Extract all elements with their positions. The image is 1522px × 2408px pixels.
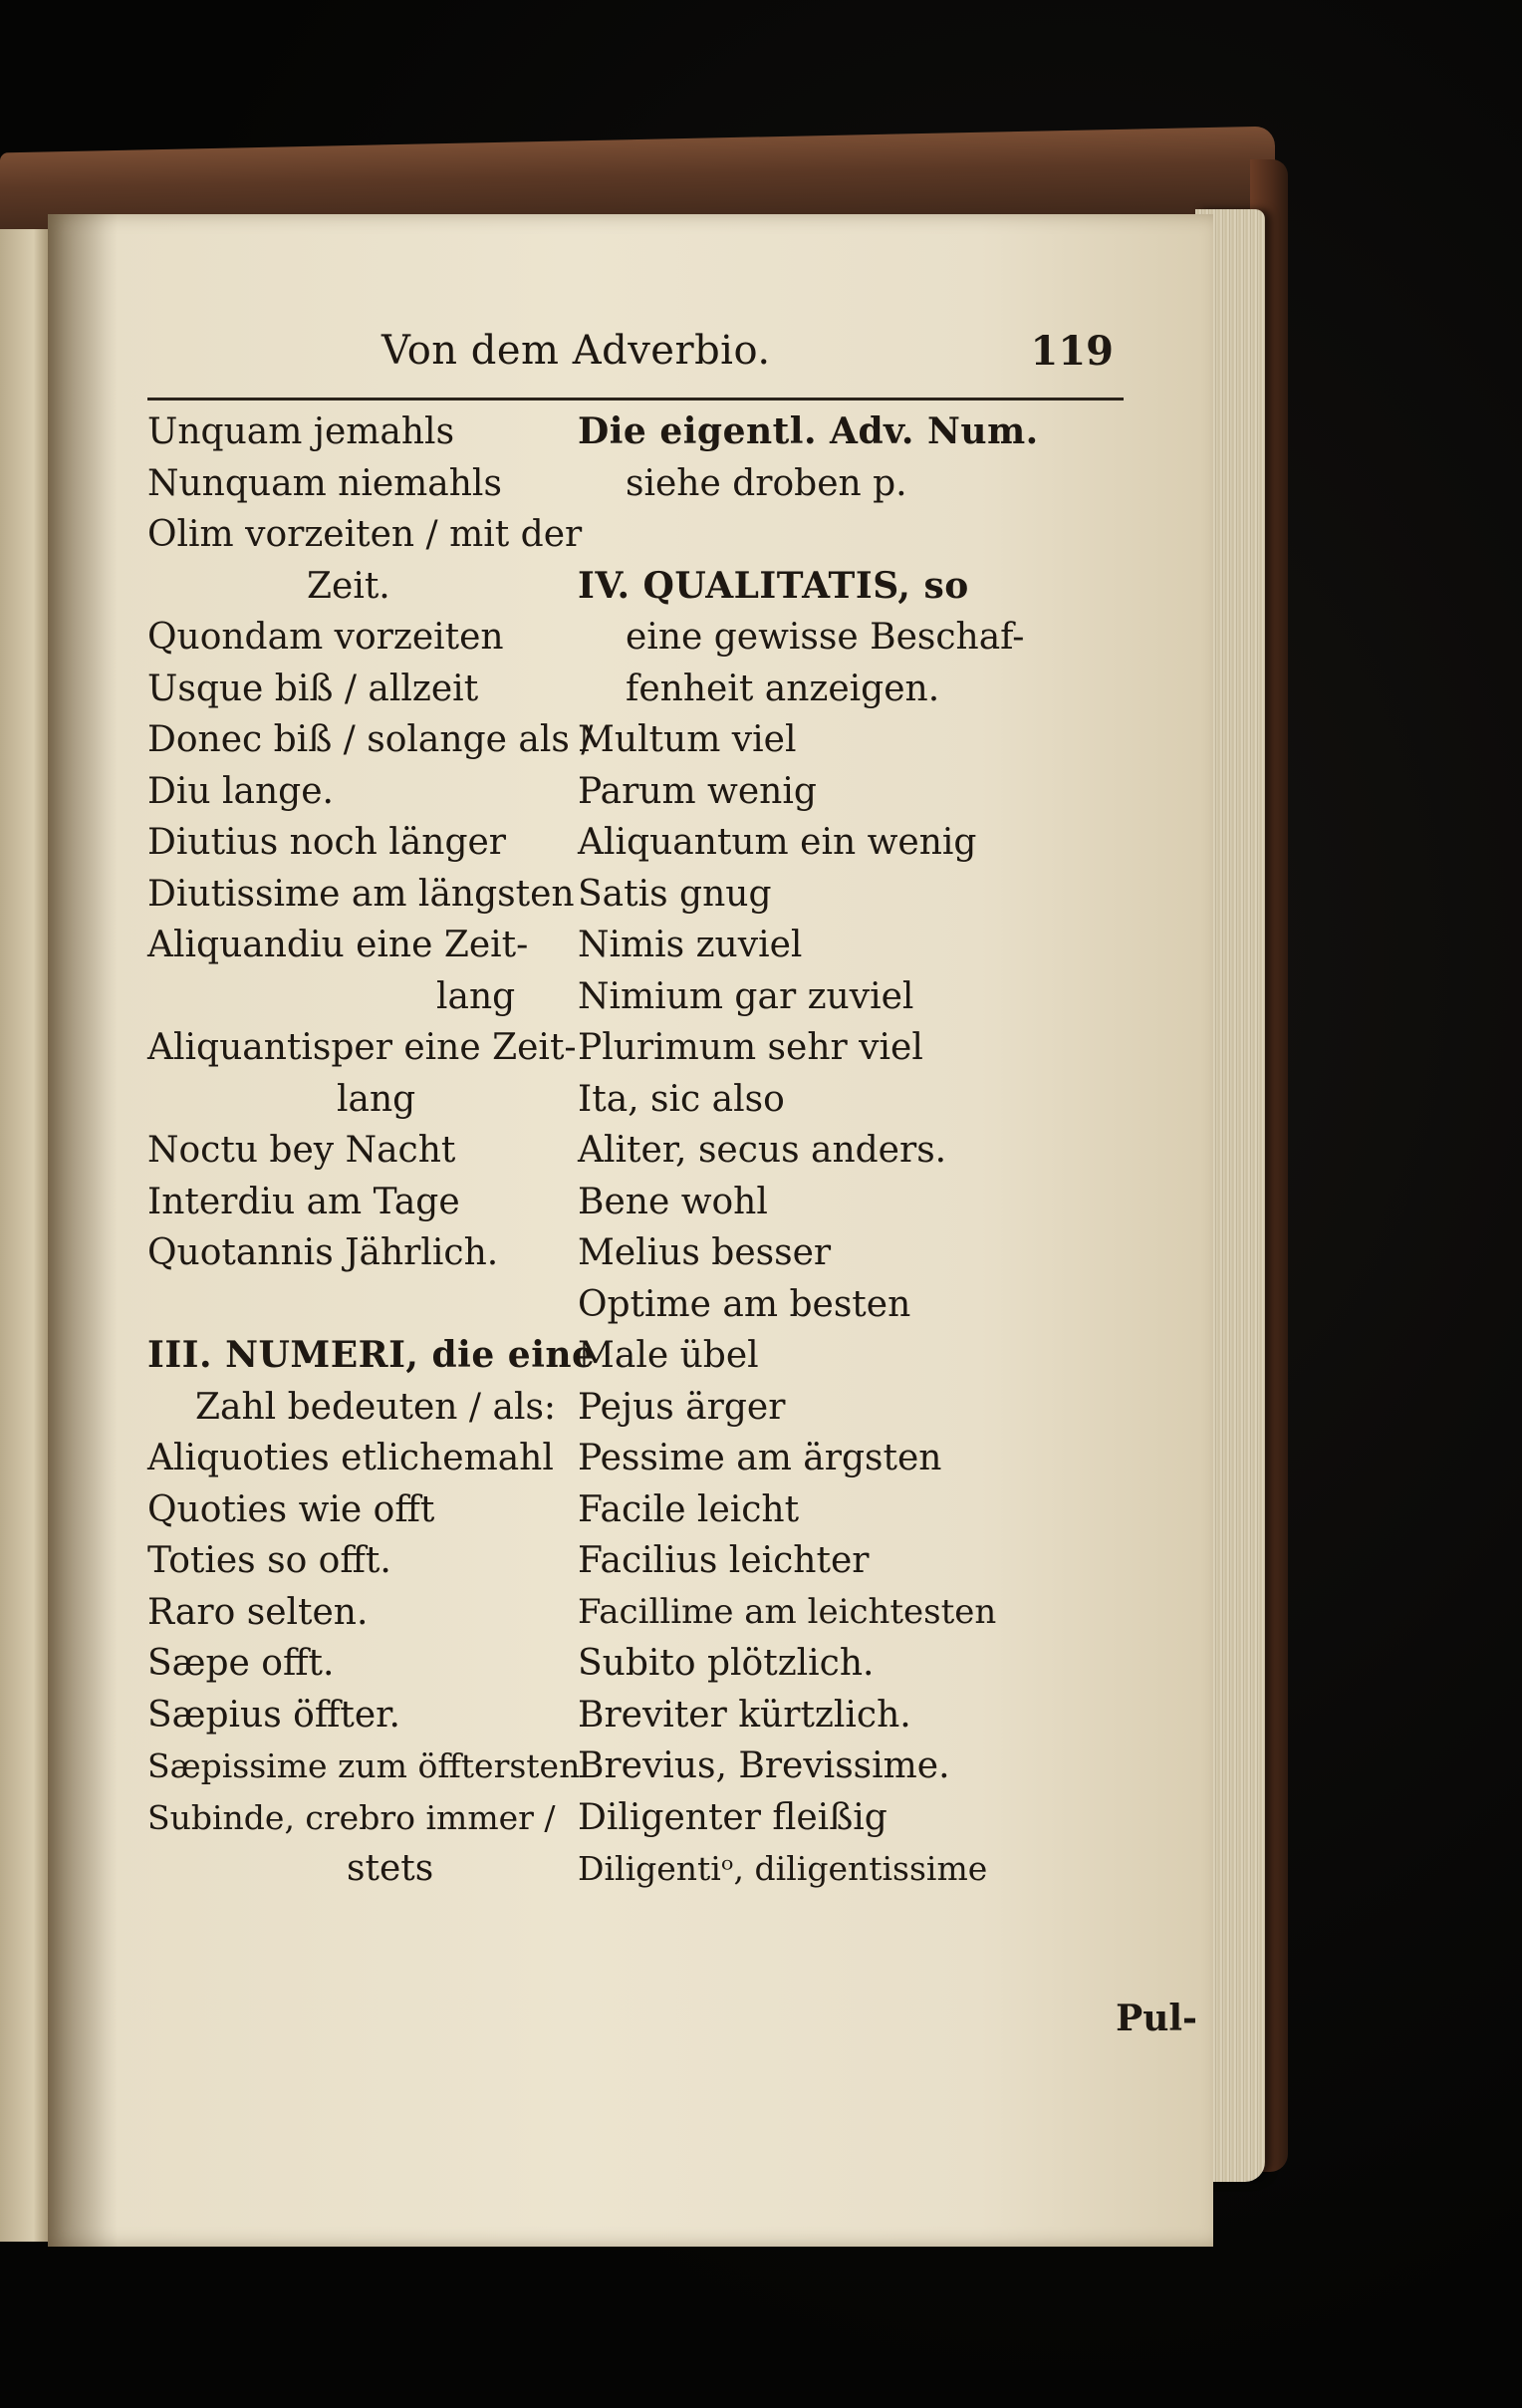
left-line: Donec biß / solange als /: [147, 719, 594, 760]
left-line: Olim vorzeiten / mit der: [147, 514, 583, 555]
left-line: Nunquam niemahls: [147, 462, 502, 504]
right-line-blank: [578, 509, 1136, 561]
left-line-blank: [147, 1279, 576, 1331]
right-line: fenheit anzeigen.: [626, 668, 940, 709]
left-line: Raro selten.: [147, 1591, 369, 1633]
left-line: Diu lange.: [147, 770, 334, 812]
left-line: Aliquandiu eine Zeit-: [147, 925, 529, 965]
page-header: [147, 324, 1124, 401]
right-line: Diligentiᵒ, diligentissime: [578, 1849, 988, 1888]
book-page: [48, 214, 1213, 2247]
text-columns: [147, 406, 1124, 1961]
page-content: [147, 324, 1124, 1961]
right-line: Plurimum sehr viel: [578, 1027, 923, 1068]
left-line: lang: [337, 1078, 416, 1120]
right-line: Aliter, secus anders.: [578, 1130, 947, 1171]
left-line: Diutius noch länger: [147, 822, 507, 863]
right-line: siehe droben p.: [626, 462, 907, 504]
running-title: Von dem Adverbio.: [381, 328, 771, 374]
left-line: Aliquantisper eine Zeit-: [147, 1027, 577, 1068]
right-line: Brevius, Brevissime.: [578, 1745, 950, 1786]
left-line: stets: [347, 1848, 434, 1889]
right-line: Facillime am leichtesten: [578, 1591, 997, 1632]
left-line: Zahl bedeuten / als:: [195, 1386, 557, 1428]
left-line: Quotannis Jährlich.: [147, 1232, 499, 1273]
right-line: Satis gnug: [578, 873, 772, 915]
right-line: Bene wohl: [578, 1181, 768, 1222]
right-line: Ita, sic also: [578, 1078, 785, 1120]
right-line: Die eigentl. Adv. Num.: [578, 410, 1039, 452]
left-line: Quoties wie offt: [147, 1488, 435, 1530]
left-line: Usque biß / allzeit: [147, 668, 479, 709]
left-line: Quondam vorzeiten: [147, 617, 504, 658]
right-line: Diligenter fleißig: [578, 1796, 888, 1838]
left-line: Diutissime am längsten: [147, 873, 575, 915]
right-section-heading: IV. QUALITATIS, so: [578, 564, 969, 607]
left-line: Interdiu am Tage: [147, 1181, 460, 1222]
left-line: Unquam jemahls: [147, 411, 455, 452]
right-line: Nimium gar zuviel: [578, 975, 914, 1017]
right-line: Optime am besten: [578, 1283, 911, 1325]
right-line: Subito plötzlich.: [578, 1643, 875, 1684]
right-line: eine gewisse Beschaf-: [626, 617, 1025, 658]
page-number: 119: [1030, 328, 1114, 375]
right-line: Multum viel: [578, 719, 797, 760]
right-line: Melius besser: [578, 1232, 832, 1273]
right-column: [578, 406, 1136, 1895]
right-line: Nimis zuviel: [578, 925, 803, 965]
catchword: Pul-: [1116, 1998, 1197, 2039]
right-line: Pejus ärger: [578, 1386, 786, 1428]
right-line: Facilius leichter: [578, 1540, 870, 1581]
right-line: Pessime am ärgsten: [578, 1438, 942, 1478]
left-line: Sæpius öffter.: [147, 1694, 400, 1736]
left-page-edge: [0, 229, 48, 2242]
left-column: [147, 406, 596, 1895]
left-line: Subinde, crebro immer /: [147, 1797, 556, 1837]
left-line: Aliquoties etlichemahl: [147, 1438, 554, 1478]
left-section-heading: III. NUMERI, die eine: [147, 1334, 596, 1376]
right-line: Facile leicht: [578, 1488, 800, 1530]
right-line: Parum wenig: [578, 770, 817, 812]
right-line: Aliquantum ein wenig: [578, 822, 977, 863]
left-line: Zeit.: [307, 565, 390, 607]
left-line: Sæpe offt.: [147, 1643, 335, 1684]
right-line: Male übel: [578, 1335, 759, 1376]
right-line: Breviter kürtzlich.: [578, 1694, 911, 1736]
left-line: Sæpissime zum öfftersten: [147, 1746, 581, 1785]
left-line: Toties so offt.: [147, 1540, 391, 1581]
left-line: Noctu bey Nacht: [147, 1130, 456, 1171]
gutter-shadow: [48, 214, 118, 2247]
left-line: lang: [436, 975, 516, 1017]
